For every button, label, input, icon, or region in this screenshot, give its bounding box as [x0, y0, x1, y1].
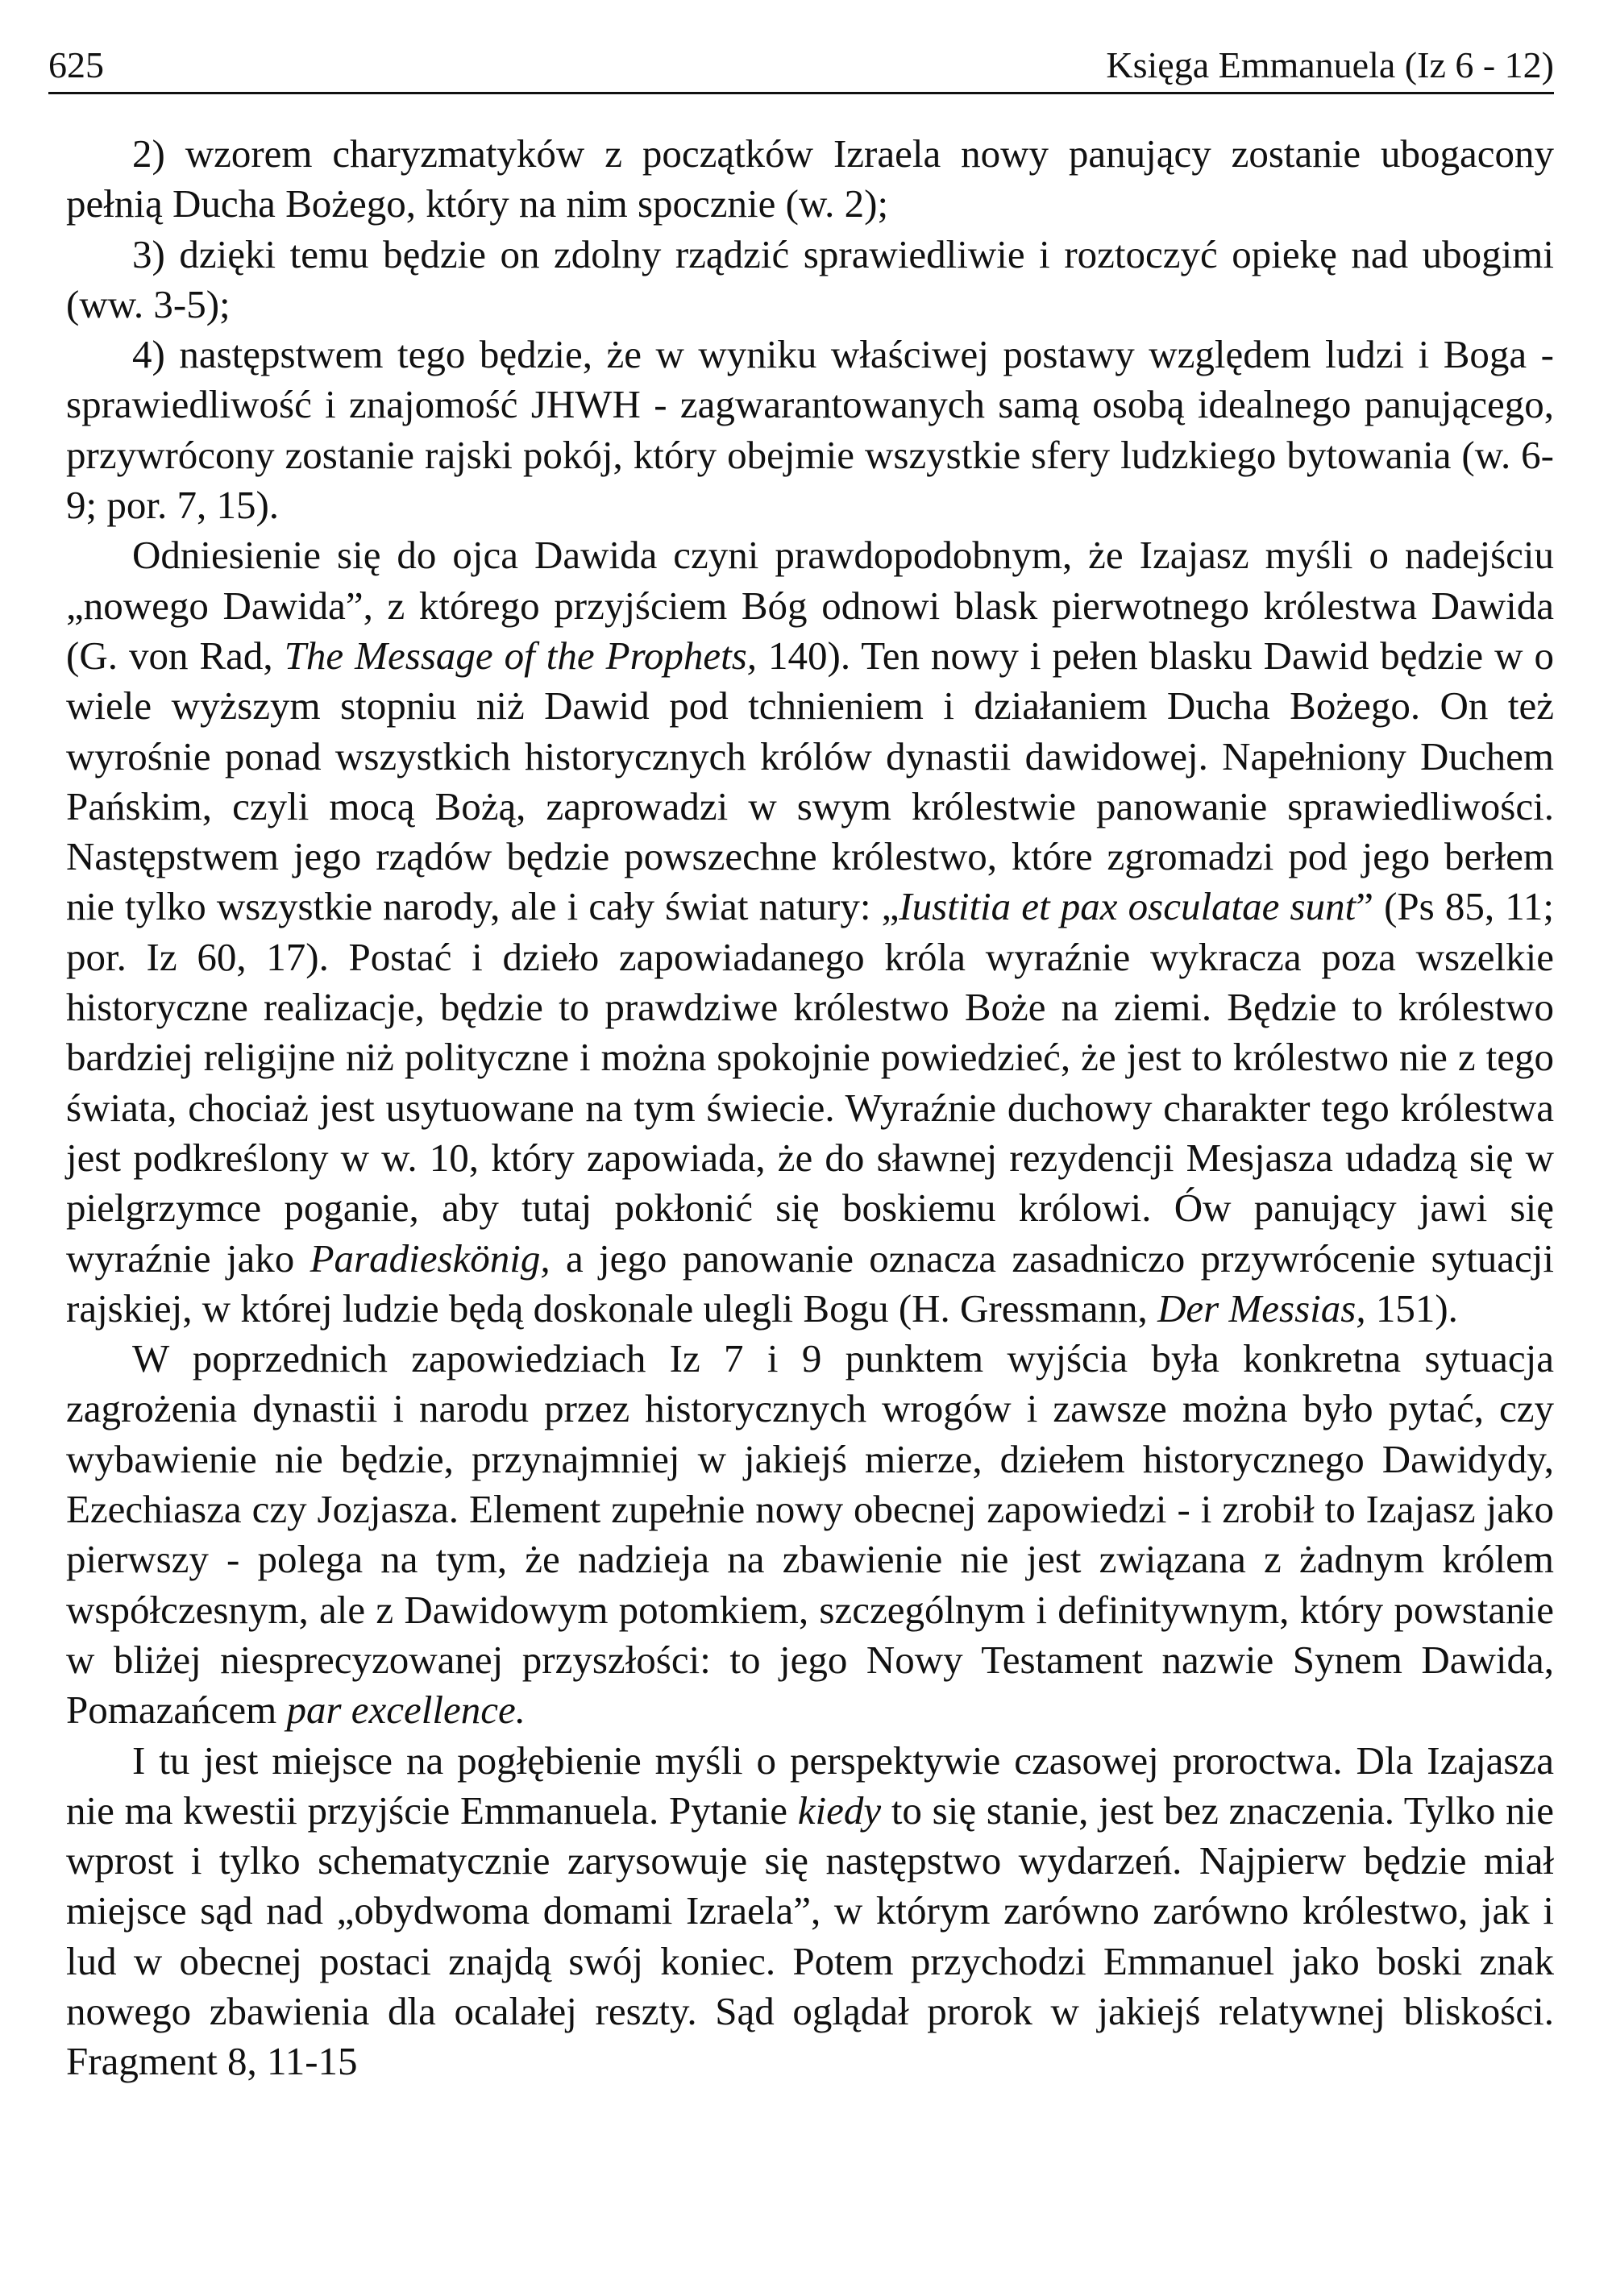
citation-title: Der Messias, [1157, 1285, 1366, 1331]
paragraph-new-david: Odniesienie się do ojca Dawida czyni prawdopodobnym, że Izajasz myśli o nadejściu „nowego Dawida”, z którego przyjściem Bóg odnowi blask pierwotnego królestwa Dawida (G. von Rad, The Message of the Prophets, 140). Ten nowy i pełen blasku Dawid będzie w o wiele wyższym stopniu niż Dawid pod tchnieniem i działaniem Ducha Bożego. On też wyrośnie ponad wszystkich historycznych królów dynastii dawidowej. Napełniony Duchem Pańskim, czyli mocą Bożą, zaprowadzi w swym królestwie panowanie sprawiedliwości. Następstwem jego rządów będzie powszechne królestwo, które zgromadzi pod jego berłem nie tylko wszystkie narody, ale i cały świat natury: „Iustitia et pax osculatae sunt” (Ps 85, 11; por. Iz 60, 17). Postać i dzieło zapowiadanego króla wyraźnie wykracza poza wszelkie historyczne realizacje, będzie to prawdziwe królestwo Boże na ziemi. Będzie to królestwo bardziej religijne niż polityczne i można spokojnie powiedzieć, że jest to królestwo nie z tego świata, chociaż jest usytuowane na tym świecie. Wyraźnie duchowy charakter tego królestwa jest podkreślony w w. 10, który zapowiada, że do sławnej rezydencji Mesjasza udadzą się w pielgrzymce poganie, aby tutaj pokłonić się boskiemu królowi. Ów panujący jawi się wyraźnie jako Paradieskönig, a jego panowanie oznacza zasadniczo przywrócenie sytuacji rajskiej, w której ludzie będą doskonale ulegli Bogu (H. Gressmann, Der Messias, 151). [66, 533, 1554, 1331]
page-number: 625 [48, 44, 104, 85]
latin-quote: Iustitia et pax osculatae sunt [899, 884, 1356, 929]
paragraph-previous-prophecies: W poprzednich zapowiedziach Iz 7 i 9 punktem wyjścia była konkretna sytuacja zagrożenia dynastii i narodu przez historycznych wrogów i zawsze można było pytać, czy wybawienie nie będzie, przynajmniej w jakiejś mierze, dziełem historycznego Dawidydy, Ezechiasza czy Jozjasza. Element zupełnie nowy obecnej zapowiedzi - i zrobił to Izajasz jako pierwszy - polega na tym, że nadzieja na zbawienie nie jest związana z żadnym królem współczesnym, ale z Dawidowym potomkiem, szczególnym i definitywnym, który powstanie w bliżej niesprecyzowanej przyszłości: to jego Nowy Testament nazwie Synem Dawida, Pomazańcem par excellence. [66, 1336, 1554, 1733]
list-item-2: 2) wzorem charyzmatyków z początków Izraela nowy panujący zostanie ubogacony pełnią Ducha Bożego, który na nim spocznie (w. 2); [66, 131, 1554, 226]
running-title: Księga Emmanuela (Iz 6 - 12) [1106, 44, 1554, 85]
list-item-4: 4) następstwem tego będzie, że w wyniku właściwej postawy względem ludzi i Boga - sprawiedliwość i znajomość JHWH - zagwarantowanych samą osobą idealnego panującego, przywrócony zostanie rajski pokój, który obejmie wszystkie sfery ludzkiego bytowania (w. 6-9; por. 7, 15). [66, 332, 1554, 528]
body-text [66, 129, 1554, 2087]
paragraph-time-perspective: I tu jest miejsce na pogłębienie myśli o perspektywie czasowej proroctwa. Dla Izajasza nie ma kwestii przyjście Emmanuela. Pytanie kiedy to się stanie, jest bez znaczenia. Tylko nie wprost i tylko schematycznie zarysowuje się następstwo wydarzeń. Najpierw będzie miał miejsce sąd nad „obydwoma domami Izraela”, w którym zarówno zarówno królestwo, jak i lud w obecnej postaci znajdą swój koniec. Potem przychodzi Emmanuel jako boski znak nowego zbawienia dla ocalałej reszty. Sąd oglądał prorok w jakiejś relatywnej bliskości. Fragment 8, 11-15 [66, 1738, 1554, 2084]
list-item-3: 3) dzięki temu będzie on zdolny rządzić sprawiedliwie i roztoczyć opiekę nad ubogimi (ww. 3-5); [66, 231, 1554, 326]
running-header [48, 39, 1554, 94]
latin-phrase: par excellence. [286, 1688, 526, 1733]
german-term: Paradieskönig, [310, 1235, 550, 1281]
citation-title: The Message of the Prophets, [284, 633, 758, 678]
emphasis-word: kiedy [797, 1787, 882, 1833]
